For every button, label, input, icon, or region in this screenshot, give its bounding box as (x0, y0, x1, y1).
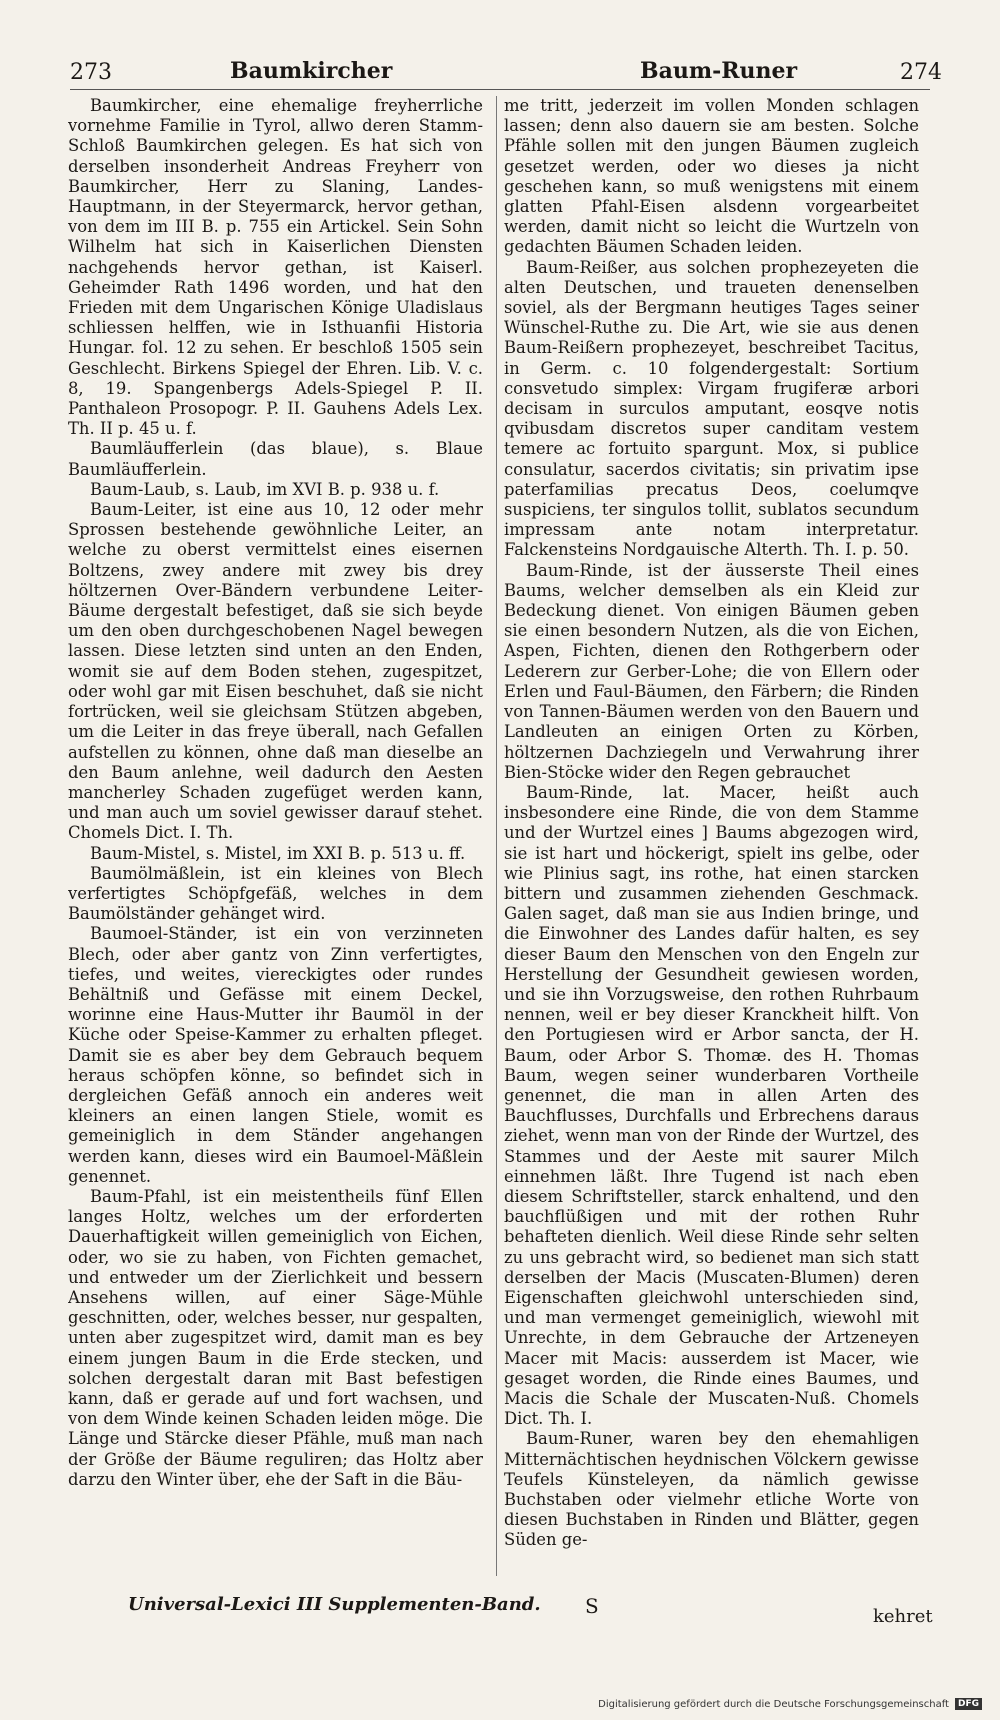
entry-paragraph: Baum-Pfahl, ist ein meistentheils fünf Ellen langes Holtz, welches um der erforderten Dauerhaftigkeit willen gemeiniglich von Eichen, oder, wo sie zu haben, von Fichten gemachet, und entweder um der Zierlichkeit und bessern Ansehens willen, auf einer Säge-Mühle geschnitten, oder, welches besser, nur gespalten, unten aber zugespitzet wird, damit man es bey einem jungen Baum in die Erde stecken, und solchen dergestalt daran mit Bast befestigen kann, daß er gerade auf und fort wachsen, und von dem Winde keinen Schaden leiden möge. Die Länge und Stärcke dieser Pfähle, muß man nach der Größe der Bäume reguliren; das Holtz aber darzu den Winter über, ehe der Saft in die Bäu- (68, 1186, 483, 1489)
column-divider (496, 96, 497, 1576)
entry-paragraph: Baum-Rinde, ist der äusserste Theil eines Baums, welcher demselben als ein Kleid zur Bedeckung dienet. Von einigen Bäumen geben sie einen besondern Nutzen, als die von Eichen, Aspen, Fichten, dienen den Rothgerbern oder Lederern zur Gerber-Lohe; die von Ellern oder Erlen und Faul-Bäumen, den Färbern; die Rinden von Tannen-Bäumen werden von den Bauern und Landleuten an einigen Orten zu Körben, höltzernen Dachziegeln und Verwahrung ihrer Bien-Stöcke wider den Regen gebrauchet (504, 560, 919, 782)
right-column (504, 96, 919, 1586)
header-rule (70, 89, 930, 90)
entry-paragraph: Baum-Rinde, lat. Macer, heißt auch insbesondere eine Rinde, die von dem Stamme und der Wurtzel eines ] Baums abgezogen wird, sie ist hart und höckerigt, spielt ins gelbe, oder wie Plinius sagt, ins rothe, hat einen starcken bittern und zusammen ziehenden Geschmack. Galen saget, daß man sie aus Indien bringe, und die Einwohner des Landes dafür halten, es sey dieser Baum den Menschen von den Engeln zur Herstellung der Gesundheit gewiesen worden, und sie ihn Vorzugsweise, den rothen Ruhrbaum nennen, weil er bey dieser Kranckheit hilft. Von den Portugiesen wird er Arbor sancta, der H. Baum, oder Arbor S. Thomæ. des H. Thomas Baum, wegen seiner wunderbaren Vortheile genennet, die man in allen Arten des Bauchflusses, Durchfalls und Erbrechens daraus ziehet, wenn man von der Rinde der Wurtzel, des Stammes und der Aeste mit saurer Milch einnehmen läßt. Ihre Tugend ist nach eben diesem Schriftsteller, starck enhaltend, und den bauchflüßigen und mit der rothen Ruhr behafteten dienlich. Weil diese Rinde sehr selten zu uns gebracht wird, so bedienet man sich statt derselben der Macis (Muscaten-Blumen) deren Eigenschaften gleichwohl unterschieden sind, und man vermenget gemeiniglich, wiewohl mit Unrechte, in dem Gebrauche der Artzeneyen Macer mit Macis: ausserdem ist Macer, wie gesaget worden, die Rinde eines Baumes, und Macis die Schale der Muscaten-Nuß. Chomels Dict. Th. I. (504, 782, 919, 1429)
signature-line: Universal-Lexici III Supplementen-Band. (128, 1594, 541, 1615)
entry-paragraph: Baumölmäßlein, ist ein kleines von Blech verfertigtes Schöpfgefäß, welches in dem Baumölständer gehänget wird. (68, 863, 483, 924)
entry-paragraph: Baum-Leiter, ist eine aus 10, 12 oder mehr Sprossen bestehende gewöhnliche Leiter, an welche zu oberst vermittelst eines eisernen Boltzens, zwey andere mit zwey bis drey höltzernen Over-Bändern verbundene Leiter-Bäume dergestalt befestiget, daß sie sich beyde um den oben durchgeschobenen Nagel bewegen lassen. Diese letzten sind unten an den Enden, womit sie auf dem Boden stehen, zugespitzet, oder wohl gar mit Eisen beschuhet, daß sie nicht fortrücken, weil sie gleichsam Stützen abgeben, um die Leiter in das freye überall, nach Gefallen aufstellen zu können, ohne daß man dieselbe an den Baum anlehne, weil dadurch den Aesten mancherley Schaden zugefüget werden kann, und man auch um soviel gewisser darauf stehet. Chomels Dict. I. Th. (68, 500, 483, 843)
entry-paragraph: Baum-Laub, s. Laub, im XVI B. p. 938 u. f. (90, 479, 440, 499)
sheet-signature: S (585, 1594, 599, 1618)
page-number-right: 274 (900, 60, 942, 85)
entry-paragraph: Baumkircher, eine ehemalige freyherrliche vornehme Familie in Tyrol, allwo deren Stamm-Schloß Baumkirchen gelegen. Es hat sich von derselben insonderheit Andreas Freyherr von Baumkircher, Herr zu Slaning, Landes-Hauptmann, in der Steyermarck, hervor gethan, von dem im III B. p. 755 ein Artickel. Sein Sohn Wilhelm hat sich in Kaiserlichen Diensten nachgehends hervor gethan, ist Kaiserl. Geheimder Rath 1496 worden, und hat den Frieden mit dem Ungarischen Könige Uladislaus schliessen helffen, wie in Isthuanfii Historia Hungar. fol. 12 zu sehen. Er beschloß 1505 sein Geschlecht. Birkens Spiegel der Ehren. Lib. V. c. 8, 19. Spangenbergs Adels-Spiegel P. II. Panthaleon Prosopogr. P. II. Gauhens Adels Lex. Th. II p. 45 u. f. (68, 96, 483, 439)
entry-paragraph: Baum-Runer, waren bey den ehemahligen Mitternächtischen heydnischen Völckern gewisse Teufels Künsteleyen, da nämlich gewisse Buchstaben oder vielmehr etliche Worte von diesen Buchstaben in Rinden und Blätter, gegen Süden ge- (504, 1429, 919, 1550)
entry-paragraph: Baumläufferlein (das blaue), s. Blaue Baumläufferlein. (68, 439, 483, 479)
digitization-credit (598, 1698, 982, 1710)
running-head-left: Baumkircher (230, 58, 393, 84)
left-column (68, 96, 483, 1586)
credit-text: Digitalisierung gefördert durch die Deutsche Forschungsgemeinschaft (598, 1698, 949, 1710)
entry-paragraph: me tritt, jederzeit im vollen Monden schlagen lassen; denn also dauern sie am besten. Solche Pfähle sollen mit den jungen Bäumen zugleich gesetzet werden, oder wo dieses ja nicht geschehen kann, so muß wenigstens mit einem glatten Pfahl-Eisen alsdenn vorgearbeitet werden, damit nicht so leicht die Wurtzeln von gedachten Bäumen Schaden leiden. (504, 96, 919, 257)
dfg-logo-icon: DFG (955, 1698, 982, 1710)
entry-paragraph: Baum-Mistel, s. Mistel, im XXI B. p. 513 u. ff. (90, 843, 466, 863)
entry-paragraph: Baum-Reißer, aus solchen prophezeyeten die alten Deutschen, und traueten denenselben soviel, als der Bergmann heutiges Tages seiner Wünschel-Ruthe zu. Die Art, wie sie aus denen Baum-Reißern prophezeyet, beschreibet Tacitus, in Germ. c. 10 folgendergestalt: Sortium consvetudo simplex: Virgam frugiferæ arbori decisam in surculos amputant, eosqve notis qvibusdam discretos super canditam vestem temere ac fortuito spargunt. Mox, si publice consulatur, sacerdos civitatis; sin privatim ipse paterfamilias precatus Deos, coelumqve suspiciens, ter singulos tollit, sublatos secundum impressam ante notam interpretatur. Falckensteins Nordgauische Alterth. Th. I. p. 50. (504, 257, 919, 560)
page-number-left: 273 (70, 60, 112, 85)
running-head-right: Baum-Runer (640, 58, 798, 84)
catchword: kehret (873, 1606, 933, 1627)
entry-paragraph: Baumoel-Ständer, ist ein von verzinneten Blech, oder aber gantz von Zinn verfertigtes, tiefes, und weites, viereckigtes oder rundes Behältniß und Gefässe mit einem Deckel, worinne eine Haus-Mutter ihr Baumöl in der Küche oder Speise-Kammer zu erhalten pfleget. Damit sie es aber bey dem Gebrauch bequem heraus schöpfen könne, so befindet sich in dergleichen Gefäß annoch ein anderes weit kleiners an einen langen Stiele, womit es gemeiniglich in dem Ständer angehangen werden kann, dieses wird ein Baumoel-Mäßlein genennet. (68, 924, 483, 1186)
